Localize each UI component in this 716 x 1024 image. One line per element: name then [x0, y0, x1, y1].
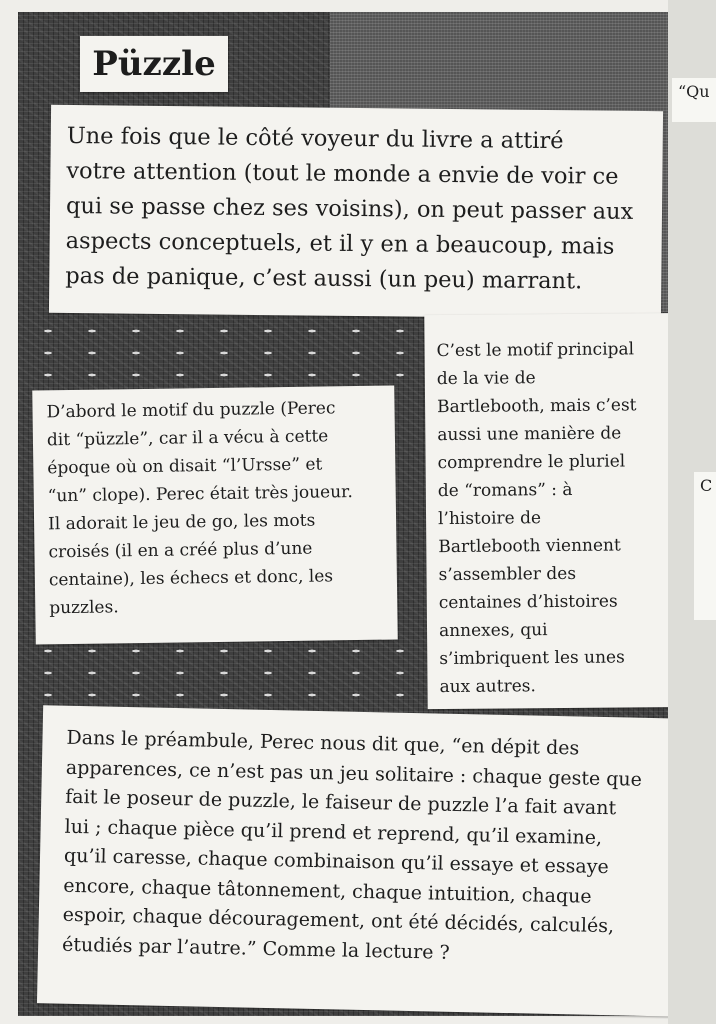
text-line: fait le poseur de puzzle, le faiseur de puzzle l’a fait avant	[65, 785, 617, 820]
text-line: aux autres.	[439, 676, 536, 698]
text-line: lui ; chaque pièce qu’il prend et reprend, qu’il examine,	[64, 815, 603, 849]
puzzle-motif-paragraph	[32, 385, 398, 644]
text-line: Bartlebooth, mais c’est	[437, 395, 637, 418]
text-line: Dans le préambule, Perec nous dit que, “en dépit des	[66, 726, 580, 760]
text-line: pas de panique, c’est aussi (un peu) marrant.	[65, 262, 583, 295]
text-line: croisés (il en a créé plus d’une	[48, 538, 313, 563]
text-line: aussi une manière de	[437, 423, 622, 446]
fleck-pattern	[26, 640, 426, 710]
text-line: Bartlebooth viennent	[438, 535, 621, 558]
next-page-fragment: C	[694, 472, 716, 620]
text-line: comprendre le pluriel	[437, 451, 626, 474]
page-title-card	[80, 36, 228, 92]
text-line: apparences, ce n’est pas un jeu solitaire : chaque geste que	[65, 756, 643, 791]
text-line: aspects conceptuels, et il y en a beaucoup, mais	[65, 227, 615, 260]
text-line: étudiés par l’autre.” Comme la lecture ?	[61, 933, 450, 964]
text-line: de la vie de	[436, 368, 536, 390]
next-page-edge	[668, 0, 716, 1024]
text-line: C’est le motif principal	[436, 339, 635, 362]
text-line: puzzles.	[49, 597, 119, 619]
text-line: encore, chaque tâtonnement, chaque intuition, chaque	[63, 874, 592, 908]
text-line: s’imbriquent les unes	[439, 647, 625, 670]
text-line: espoir, chaque découragement, ont été décidés, calculés,	[62, 903, 615, 938]
text-line: “un” clope). Perec était très joueur.	[47, 482, 353, 507]
text-line: votre attention (tout le monde a envie de voir ce	[66, 157, 619, 190]
text-line: s’assembler des	[438, 563, 577, 586]
bartlebooth-paragraph	[424, 313, 695, 709]
text-line: qui se passe chez ses voisins), on peut passer aux	[65, 192, 634, 225]
next-page-fragment: “Qu	[672, 78, 716, 122]
text-line: de “romans” : à	[437, 479, 573, 502]
page-title: Püzzle	[92, 44, 216, 84]
intro-paragraph	[49, 105, 663, 319]
preamble-quote-paragraph	[37, 705, 691, 1017]
text-line: Une fois que le côté voyeur du livre a attiré	[66, 122, 564, 155]
fleck-pattern	[26, 320, 426, 390]
text-line: époque où on disait “l’Ursse” et	[47, 454, 323, 479]
text-line: l’histoire de	[437, 508, 542, 530]
text-line: Il adorait le jeu de go, les mots	[47, 510, 316, 535]
text-line: qu’il caresse, chaque combinaison qu’il essaye et essaye	[63, 844, 609, 879]
text-line: annexes, qui	[438, 620, 548, 642]
text-line: centaines d’histoires	[438, 591, 618, 614]
text-line: D’abord le motif du puzzle (Perec	[46, 398, 336, 423]
text-line: dit “püzzle”, car il a vécu à cette	[46, 426, 329, 451]
text-line: centaine), les échecs et donc, les	[48, 566, 334, 591]
